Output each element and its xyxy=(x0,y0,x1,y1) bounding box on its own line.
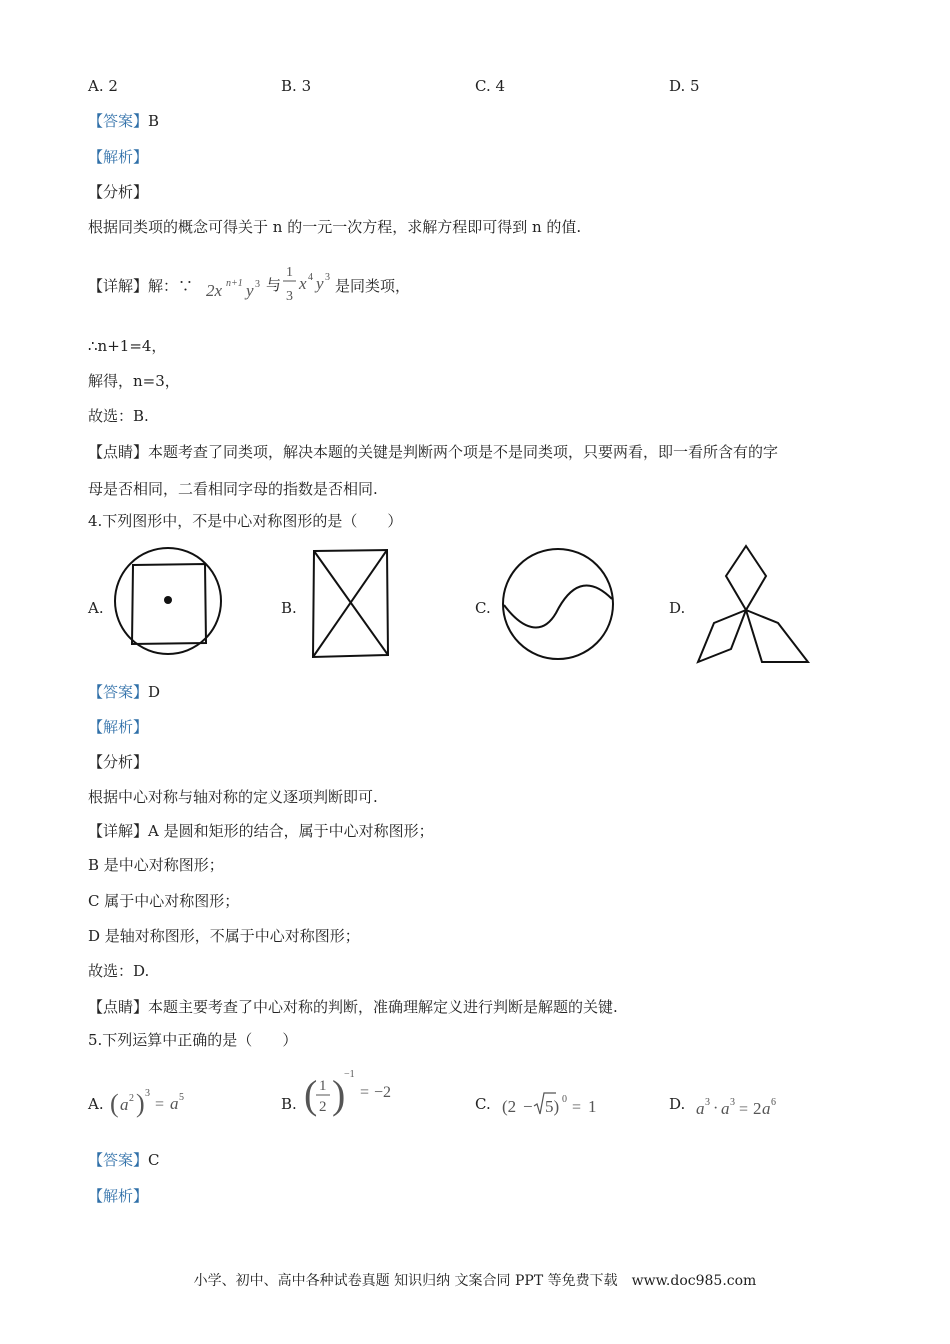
q4-fenxi-tag: 【分析】 xyxy=(88,753,149,771)
svg-text:·: · xyxy=(713,1100,719,1117)
q4-detail-a: 【详解】A 是圆和矩形的结合，属于中心对称图形； xyxy=(88,822,434,840)
q3-detail-mid: 与 xyxy=(266,276,282,294)
q3-option-d: D. 5 xyxy=(669,77,700,95)
q4-conclusion: 故选：D. xyxy=(88,962,150,980)
svg-text:(: ( xyxy=(304,1072,318,1117)
q3-detail: 【详解】解：∵ xyxy=(88,277,194,295)
q4-comment: 【点睛】本题主要考查了中心对称的判断，准确理解定义进行判断是解题的关键. xyxy=(88,998,618,1016)
q5-analysis-tag: 【解析】 xyxy=(88,1187,149,1205)
q3-option-a: A. 2 xyxy=(88,77,118,95)
q4-figure-c-circle-wave xyxy=(500,545,616,663)
svg-text:=: = xyxy=(360,1084,370,1101)
q3-detail-suffix: 是同类项， xyxy=(335,277,411,295)
svg-text:n+1: n+1 xyxy=(226,278,243,289)
q4-figure-a-circle-square xyxy=(112,545,224,657)
q5-option-d-label: D. xyxy=(669,1095,686,1113)
q4-option-a-label: A. xyxy=(88,599,104,617)
q4-detail-d: D 是轴对称图形，不属于中心对称图形； xyxy=(88,927,360,945)
svg-text:3: 3 xyxy=(730,1097,735,1108)
svg-text:6: 6 xyxy=(771,1097,776,1108)
q4-figure-d-three-rhombi xyxy=(694,542,812,666)
q3-answer: 【答案】B xyxy=(88,112,160,130)
page-footer: 小学、初中、高中各种试卷真题 知识归纳 文案合同 PPT 等免费下载 www.doc985.com xyxy=(193,1273,757,1289)
svg-text:5: 5 xyxy=(179,1092,184,1103)
svg-text:0: 0 xyxy=(562,1094,567,1105)
q3-comment-line-2: 母是否相同，二看相同字母的指数是否相同. xyxy=(88,480,378,498)
q3-fenxi-text: 根据同类项的概念可得关于 n 的一元一次方程，求解方程即可得到 n 的值. xyxy=(88,218,582,236)
q3-option-c: C. 4 xyxy=(475,77,506,95)
svg-text:a: a xyxy=(696,1099,705,1118)
q4-analysis-tag: 【解析】 xyxy=(88,718,149,736)
q5-option-c-formula xyxy=(500,1084,610,1120)
svg-text:y: y xyxy=(246,281,254,300)
q4-figure-b-rectangle-cross xyxy=(308,545,394,663)
svg-text:2: 2 xyxy=(129,1093,134,1104)
svg-text:5): 5) xyxy=(545,1097,560,1116)
q3-step-3: 故选：B. xyxy=(88,407,149,425)
q5-question: 5.下列运算中正确的是（ ） xyxy=(88,1031,298,1049)
q4-fenxi-text: 根据中心对称与轴对称的定义逐项判断即可. xyxy=(88,788,378,806)
q3-analysis-tag: 【解析】 xyxy=(88,148,149,166)
svg-text:3: 3 xyxy=(145,1088,150,1099)
q3-option-b: B. 3 xyxy=(281,77,312,95)
q5-option-d-formula xyxy=(694,1088,794,1122)
q5-answer: 【答案】C xyxy=(88,1151,160,1169)
q5-option-a-formula xyxy=(108,1074,198,1124)
svg-text:y: y xyxy=(316,274,324,293)
q4-detail-c: C 属于中心对称图形； xyxy=(88,892,240,910)
svg-text:(: ( xyxy=(110,1089,119,1118)
q4-option-d-label: D. xyxy=(669,599,686,617)
svg-text:−: − xyxy=(523,1097,533,1116)
q4-question: 4.下列图形中，不是中心对称图形的是（ ） xyxy=(88,512,403,530)
svg-text:a: a xyxy=(762,1099,771,1118)
svg-text:a: a xyxy=(170,1094,179,1113)
svg-text:2: 2 xyxy=(753,1099,762,1118)
svg-text:1: 1 xyxy=(588,1097,597,1116)
svg-text:=: = xyxy=(155,1096,165,1113)
q3-fenxi-tag: 【分析】 xyxy=(88,183,149,201)
svg-text:3: 3 xyxy=(255,279,260,290)
svg-text:=: = xyxy=(572,1099,582,1116)
q5-option-c-label: C. xyxy=(475,1095,491,1113)
q5-option-a-label: A. xyxy=(88,1095,104,1113)
svg-text:3: 3 xyxy=(325,272,330,283)
q5-option-b-label: B. xyxy=(281,1095,297,1113)
q4-option-b-label: B. xyxy=(281,599,297,617)
svg-text:(2: (2 xyxy=(502,1097,517,1116)
svg-text:1: 1 xyxy=(286,265,293,280)
svg-text:4: 4 xyxy=(308,272,313,283)
svg-text:=: = xyxy=(739,1101,749,1118)
svg-text:a: a xyxy=(721,1099,730,1118)
svg-text:1: 1 xyxy=(319,1078,327,1094)
svg-text:): ) xyxy=(332,1072,346,1117)
svg-text:2: 2 xyxy=(319,1099,327,1115)
svg-text:3: 3 xyxy=(286,289,293,304)
q3-comment: 【点睛】本题考查了同类项，解决本题的关键是判断两个项是不是同类项，只要两看，即一看所含有的字 xyxy=(88,443,779,461)
q4-option-c-label: C. xyxy=(475,599,491,617)
svg-text:): ) xyxy=(136,1089,145,1118)
q4-answer: 【答案】D xyxy=(88,683,161,701)
svg-text:x: x xyxy=(299,274,307,293)
q5-option-b-formula xyxy=(302,1066,402,1122)
svg-text:−2: −2 xyxy=(374,1084,392,1101)
svg-text:3: 3 xyxy=(705,1097,710,1108)
svg-text:−1: −1 xyxy=(344,1069,355,1080)
q4-detail-b: B 是中心对称图形； xyxy=(88,856,224,874)
svg-text:a: a xyxy=(120,1095,129,1114)
q3-step-1: ∴n+1=4， xyxy=(88,337,167,355)
svg-text:2x: 2x xyxy=(206,281,223,300)
q3-step-2: 解得，n=3， xyxy=(88,372,180,390)
